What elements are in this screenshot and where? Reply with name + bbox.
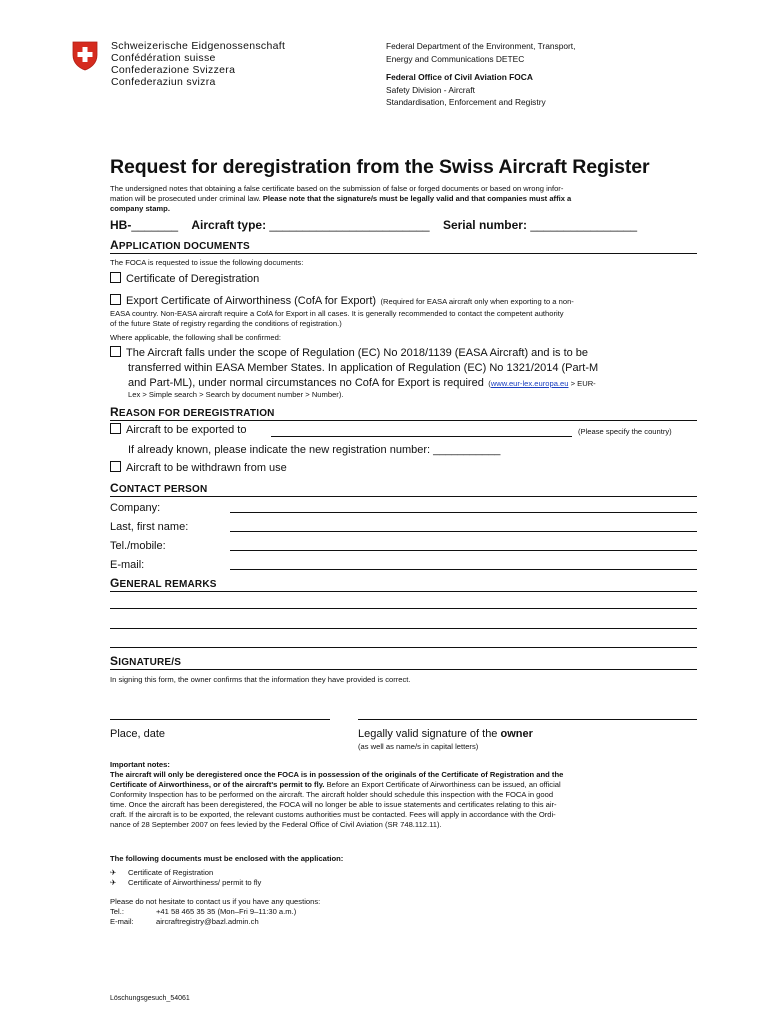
option3-line1: The Aircraft falls under the scope of Regulation (EC) No 2018/1139 (EASA Aircraft) and is to be	[126, 347, 589, 359]
enclosures-title: The following documents must be enclosed with the application:	[110, 854, 344, 863]
owner-signature-field[interactable]	[358, 708, 697, 720]
option-certificate-deregistration[interactable]	[110, 272, 259, 286]
confederation-names	[111, 40, 291, 88]
questions-intro: Please do not hesitate to contact us if you have any questions:	[110, 897, 321, 906]
signature-sub: (as well as name/s in capital letters)	[358, 742, 479, 751]
remarks-line-1[interactable]	[110, 597, 697, 609]
notes-bold2: Certificate of Airworthiness, or of the aircraft's permit to fly.	[110, 780, 325, 789]
option2-label: Export Certificate of Airworthiness (CofA for Export)	[126, 295, 377, 307]
new-registration-label[interactable]: If already known, please indicate the new registration number: ___________	[128, 444, 501, 456]
company-label: Company:	[110, 502, 161, 514]
document-id: Löschungsgesuch_54061	[110, 995, 190, 1002]
option3-after: > EUR-	[568, 379, 596, 388]
option-export-cofa	[110, 291, 705, 329]
export-country-field[interactable]	[271, 425, 572, 437]
option-export[interactable]	[110, 423, 246, 437]
option3-line4: Lex > Simple search > Search by document number > Number).	[128, 390, 344, 399]
questions-tel-label: Tel.:	[110, 907, 124, 916]
intro-paragraph	[110, 184, 705, 214]
hb-field[interactable]: _______	[131, 218, 179, 232]
withdrawn-label: Aircraft to be withdrawn from use	[126, 462, 287, 474]
confederation-rm: Confederaziun svizra	[111, 76, 216, 88]
option3-line3: and Part-ML), under normal circumstances no CofA for Export is required	[128, 377, 484, 389]
confederation-de: Schweizerische Eidgenossenschaft	[111, 40, 286, 52]
option-easa-transfer	[110, 346, 705, 400]
intro-line1: The undersigned notes that obtaining a false certificate based on the submission of false or forged documents or based on wrong infor-	[110, 184, 564, 193]
enclosure-item: ✈ Certificate of Registration	[110, 868, 214, 877]
option2-note1: (Required for EASA aircraft only when exporting to a non-	[380, 297, 574, 306]
arrow-icon: ✈	[110, 878, 117, 887]
export-cofa-option[interactable]	[110, 295, 376, 307]
remarks-line-3[interactable]	[110, 636, 697, 648]
section-application-documents: APPLICATION DOCUMENTS	[110, 239, 697, 254]
questions-email-value[interactable]: aircraftregistry@bazl.admin.ch	[156, 917, 259, 926]
notes-line5: craft. If the aircraft is to be exported, the relevant customs authorities must be contacted. Fees will apply in accordance with the Ordi-	[110, 810, 556, 819]
office-name: Federal Office of Civil Aviation FOCA	[386, 72, 533, 82]
checkbox-deregistration[interactable]	[110, 272, 121, 283]
arrow-icon: ✈	[110, 868, 117, 877]
confederation-it: Confederazione Svizzera	[111, 64, 236, 76]
signature-label: Legally valid signature of the owner	[358, 728, 533, 740]
questions-email-label: E-mail:	[110, 917, 134, 926]
notes-line2-rest: Before an Export Certificate of Airworthiness can be issued, an official	[324, 780, 561, 789]
hb-label: HB-	[110, 218, 132, 232]
export-note: (Please specify the country)	[578, 427, 672, 436]
signature-confirm-text: In signing this form, the owner confirms that the information they have provided is correct.	[110, 675, 411, 684]
division-name: Safety Division - Aircraft	[386, 84, 475, 95]
notes-line6: nance of 28 September 2007 on fees levied by the Federal Office of Civil Aviation (SR 748.112.11).	[110, 820, 442, 829]
important-notes	[110, 760, 710, 830]
checkbox-withdrawn[interactable]	[110, 461, 121, 472]
name-field[interactable]	[230, 520, 697, 532]
confederation-fr: Confédération suisse	[111, 52, 216, 64]
email-field[interactable]	[230, 558, 697, 570]
company-field[interactable]	[230, 501, 697, 513]
checkbox-export-cofa[interactable]	[110, 294, 121, 305]
id-fields-row	[110, 218, 700, 233]
department-line2: Energy and Communications DETEC	[386, 53, 525, 64]
tel-field[interactable]	[230, 539, 697, 551]
enclosures-list	[110, 868, 261, 888]
option3-link-pre: (	[488, 379, 491, 388]
option-withdrawn[interactable]	[110, 461, 287, 475]
section-contact: CONTACT PERSON	[110, 482, 697, 497]
confirm-text: Where applicable, the following shall be confirmed:	[110, 333, 281, 342]
option2-note3: of the future State of registry regarding the conditions of registration.)	[110, 319, 342, 328]
checkbox-export[interactable]	[110, 423, 121, 434]
option3-line2: transferred within EASA Member States. In application of Regulation (EC) No 1321/2014 (Part-M	[128, 361, 599, 374]
serial-number-field[interactable]: ________________	[530, 218, 638, 232]
email-label: E-mail:	[110, 559, 145, 571]
aircraft-type-field[interactable]: ________________________	[269, 218, 430, 232]
questions-tel-value: +41 58 465 35 35 (Mon–Fri 9–11:30 a.m.)	[156, 907, 297, 916]
checkbox-easa-transfer[interactable]	[110, 346, 121, 357]
questions-block	[110, 897, 510, 927]
enclosure-item: ✈ Certificate of Airworthiness/ permit to fly	[110, 878, 262, 887]
intro-line3-bold: company stamp.	[110, 204, 170, 213]
aircraft-type-label: Aircraft type:	[191, 218, 267, 232]
option2-note2: EASA country. Non-EASA aircraft require a CofA for Export in all cases. It is generally recommended to contact the competent authority	[110, 309, 564, 318]
name-label: Last, first name:	[110, 521, 189, 533]
intro-line2-bold: Please note that the signature/s must be legally valid and that companies must affix a	[262, 194, 572, 203]
section-reason: REASON FOR DEREGISTRATION	[110, 406, 697, 421]
option1-label: Certificate of Deregistration	[126, 273, 260, 285]
intro-line2-normal: mation will be prosecuted under criminal law.	[110, 194, 263, 203]
place-date-label: Place, date	[110, 728, 166, 740]
notes-line4: time. Once the aircraft has been deregistered, the FOCA will no longer be able to issue statements and certificates relating to this air-	[110, 800, 557, 809]
department-block	[386, 40, 686, 109]
remarks-line-2[interactable]	[110, 617, 697, 629]
place-date-field[interactable]	[110, 708, 330, 720]
notes-title: Important notes:	[110, 760, 170, 769]
department-line1: Federal Department of the Environment, Transport,	[386, 41, 576, 51]
page-title: Request for deregistration from the Swiss Aircraft Register	[110, 156, 650, 178]
section-remarks: GENERAL REMARKS	[110, 577, 697, 592]
swiss-coat-of-arms	[72, 41, 98, 71]
unit-name: Standardisation, Enforcement and Registry	[386, 97, 546, 107]
serial-number-label: Serial number:	[442, 218, 527, 232]
export-label: Aircraft to be exported to	[126, 424, 247, 436]
notes-bold1: The aircraft will only be deregistered once the FOCA is in possession of the originals of the Certificate of Registration and the	[110, 770, 564, 779]
section-signature: SIGNATURE/S	[110, 655, 697, 670]
eur-lex-link[interactable]: www.eur-lex.europa.eu	[490, 379, 569, 388]
tel-label: Tel./mobile:	[110, 540, 166, 552]
notes-line3: Conformity Inspection has to be performed on the aircraft. The aircraft holder should schedule this inspection with the FOCA in good	[110, 790, 554, 799]
request-text: The FOCA is requested to issue the following documents:	[110, 258, 304, 267]
